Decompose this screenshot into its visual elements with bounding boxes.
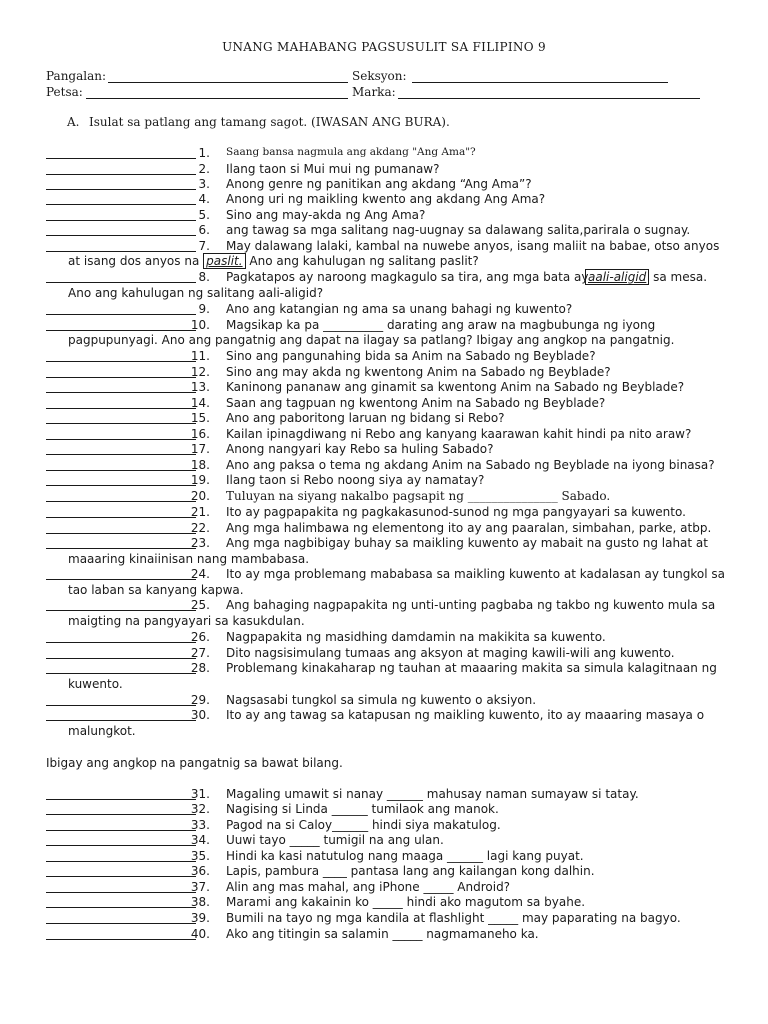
answer-blank[interactable] <box>46 314 196 315</box>
pangalan-label: Pangalan: <box>46 69 107 83</box>
q28-continuation: kuwento. <box>68 677 123 691</box>
answer-blank[interactable] <box>46 720 196 721</box>
question-text: Bumili na tayo ng mga kandila at flashlight _____ may paparating na bagyo. <box>226 911 681 925</box>
question-number: 1. <box>198 146 210 160</box>
question-text: Anong uri ng maikling kwento ang akdang Ang Ama? <box>226 192 546 206</box>
answer-blank[interactable] <box>46 158 196 159</box>
question-number: 38. <box>190 895 210 909</box>
section-letter: A. <box>67 115 80 129</box>
answer-blank[interactable] <box>46 485 196 486</box>
question-number: 23. <box>190 536 210 550</box>
question-number: 32. <box>190 802 210 816</box>
question-text: Ako ang titingin sa salamin _____ nagmamaneho ka. <box>226 927 539 941</box>
answer-blank[interactable] <box>46 876 196 877</box>
question-number: 34. <box>190 833 210 847</box>
question-text: Saang bansa nagmula ang akdang "Ang Ama"? <box>226 146 476 158</box>
question-text: Ito ay pagpapakita ng pagkakasunod-sunod ng mga pangyayari sa kuwento. <box>226 505 686 519</box>
question-text: Tuluyan na siyang nakalbo pagsapit ng _______________ Sabado. <box>226 489 611 503</box>
answer-blank[interactable] <box>46 533 196 534</box>
question-text: Nagpapakita ng masidhing damdamin na makikita sa kuwento. <box>226 630 606 644</box>
answer-blank[interactable] <box>46 610 196 611</box>
q8-trailing-text: sa mesa. <box>653 270 708 284</box>
question-text: May dalawang lalaki, kambal na nuwebe anyos, isang maliit na babae, otso anyos <box>226 239 720 253</box>
q23-continuation: maaaring kinaiinisan nang mambabasa. <box>68 552 310 566</box>
q7-highlight-word: paslit. <box>203 253 245 269</box>
question-number: 13. <box>190 380 210 394</box>
question-number: 15. <box>190 411 210 425</box>
question-number: 24. <box>190 567 210 581</box>
answer-blank[interactable] <box>46 330 196 331</box>
answer-blank[interactable] <box>46 439 196 440</box>
answer-blank[interactable] <box>46 673 196 674</box>
answer-blank[interactable] <box>46 235 196 236</box>
question-number: 28. <box>190 661 210 675</box>
q25-continuation: maigting na pangyayari sa kasukdulan. <box>68 614 305 628</box>
question-number: 36. <box>190 864 210 878</box>
q8-highlight-word: aali-aligid <box>585 269 649 285</box>
answer-blank[interactable] <box>46 861 196 862</box>
question-number: 37. <box>190 880 210 894</box>
question-number: 12. <box>190 365 210 379</box>
question-number: 22. <box>190 521 210 535</box>
answer-blank[interactable] <box>46 799 196 800</box>
marka-label: Marka: <box>352 85 396 99</box>
answer-blank[interactable] <box>46 204 196 205</box>
question-text: Pagod na si Caloy______ hindi siya makatulog. <box>226 818 501 832</box>
answer-blank[interactable] <box>46 189 196 190</box>
instruction-text: Isulat sa patlang ang tamang sagot. (IWASAN ANG BURA). <box>89 115 450 129</box>
answer-blank[interactable] <box>46 408 196 409</box>
answer-blank[interactable] <box>46 361 196 362</box>
answer-blank[interactable] <box>46 282 196 283</box>
question-number: 2. <box>198 162 210 176</box>
answer-blank[interactable] <box>46 814 196 815</box>
question-text: Problemang kinakaharap ng tauhan at maaaring makita sa simula kalagitnaan ng <box>226 661 717 675</box>
answer-blank[interactable] <box>46 220 196 221</box>
question-number: 30. <box>190 708 210 722</box>
question-text: Nagsasabi tungkol sa simula ng kuwento o aksiyon. <box>226 693 537 707</box>
question-number: 19. <box>190 473 210 487</box>
question-text: Ang mga nagbibigay buhay sa maikling kuwento ay mabait na gusto ng lahat at <box>226 536 708 550</box>
q8-suffix <box>585 270 707 284</box>
question-text: Ilang taon si Rebo noong siya ay namatay? <box>226 473 485 487</box>
seksyon-label: Seksyon: <box>352 69 407 83</box>
question-text: Ano ang paboritong laruan ng bidang si Rebo? <box>226 411 505 425</box>
exam-title: UNANG MAHABANG PAGSUSULIT SA FILIPINO 9 <box>222 40 546 54</box>
answer-blank[interactable] <box>46 845 196 846</box>
question-text: Ang mga halimbawa ng elementong ito ay ang paaralan, simbahan, parke, atbp. <box>226 521 712 535</box>
pangalan-field[interactable] <box>108 82 348 83</box>
question-number: 9. <box>198 302 210 316</box>
answer-blank[interactable] <box>46 548 196 549</box>
answer-blank[interactable] <box>46 939 196 940</box>
question-number: 40. <box>190 927 210 941</box>
answer-blank[interactable] <box>46 907 196 908</box>
answer-blank[interactable] <box>46 705 196 706</box>
question-text: Ang bahaging nagpapakita ng unti-unting pagbaba ng takbo ng kuwento mula sa <box>226 598 716 612</box>
question-text: Sino ang may-akda ng Ang Ama? <box>226 208 426 222</box>
question-number: 4. <box>198 192 210 206</box>
question-number: 11. <box>190 349 210 363</box>
question-text: Hindi ka kasi natutulog nang maaga ______ lagi kang puyat. <box>226 849 584 863</box>
question-text: Saan ang tagpuan ng kwentong Anim na Sabado ng Beyblade? <box>226 396 606 410</box>
question-text: Anong genre ng panitikan ang akdang “Ang Ama”? <box>226 177 532 191</box>
question-text: Pagkatapos ay naroong magkagulo sa tira, ang mga bata ay <box>226 270 589 284</box>
answer-blank[interactable] <box>46 517 196 518</box>
question-text: Ito ay mga problemang mababasa sa maikling kuwento at kadalasan ay tungkol sa <box>226 567 725 581</box>
question-number: 29. <box>190 693 210 707</box>
question-number: 20. <box>190 489 210 503</box>
question-text: Ito ay ang tawag sa katapusan ng maikling kuwento, ito ay maaaring masaya o <box>226 708 705 722</box>
instruction-a <box>67 115 450 129</box>
petsa-label: Petsa: <box>46 85 83 99</box>
answer-blank[interactable] <box>46 423 196 424</box>
answer-blank[interactable] <box>46 579 196 580</box>
answer-blank[interactable] <box>46 658 196 659</box>
question-number: 7. <box>198 239 210 253</box>
answer-blank[interactable] <box>46 923 196 924</box>
question-number: 6. <box>198 223 210 237</box>
answer-blank[interactable] <box>46 470 196 471</box>
answer-blank[interactable] <box>46 642 196 643</box>
question-text: Anong nangyari kay Rebo sa huling Sabado? <box>226 442 494 456</box>
q7-continuation <box>68 254 479 268</box>
answer-blank[interactable] <box>46 892 196 893</box>
question-number: 35. <box>190 849 210 863</box>
answer-blank[interactable] <box>46 377 196 378</box>
q10-continuation: pagpupunyagi. Ano ang pangatnig ang dapat na ilagay sa patlang? Ibigay ang angkop na pangatnig. <box>68 333 675 347</box>
question-number: 21. <box>190 505 210 519</box>
q7-continuation-text: at isang dos anyos na <box>68 254 200 268</box>
question-number: 3. <box>198 177 210 191</box>
question-number: 39. <box>190 911 210 925</box>
question-number: 16. <box>190 427 210 441</box>
question-number: 25. <box>190 598 210 612</box>
question-number: 17. <box>190 442 210 456</box>
question-text: Ano ang katangian ng ama sa unang bahagi ng kuwento? <box>226 302 573 316</box>
q8-continuation: Ano ang kahulugan ng salitang aali-aligid? <box>68 286 324 300</box>
question-number: 31. <box>190 787 210 801</box>
answer-blank[interactable] <box>46 392 196 393</box>
marka-field[interactable] <box>398 98 700 99</box>
question-text: Ilang taon si Mui mui ng pumanaw? <box>226 162 440 176</box>
question-text: Sino ang pangunahing bida sa Anim na Sabado ng Beyblade? <box>226 349 596 363</box>
question-number: 26. <box>190 630 210 644</box>
q7-question-text: Ano ang kahulugan ng salitang paslit? <box>249 254 479 268</box>
q24-continuation: tao laban sa kanyang kapwa. <box>68 583 244 597</box>
question-number: 8. <box>198 270 210 284</box>
answer-blank[interactable] <box>46 174 196 175</box>
question-text: Alin ang mas mahal, ang iPhone _____ Android? <box>226 880 511 894</box>
question-text: Uuwi tayo _____ tumigil na ang ulan. <box>226 833 444 847</box>
question-number: 33. <box>190 818 210 832</box>
petsa-field[interactable] <box>86 98 348 99</box>
seksyon-field[interactable] <box>412 82 668 83</box>
answer-blank[interactable] <box>46 454 196 455</box>
question-number: 18. <box>190 458 210 472</box>
question-number: 27. <box>190 646 210 660</box>
question-text: ang tawag sa mga salitang nag-uugnay sa dalawang salita,parirala o sugnay. <box>226 223 691 237</box>
answer-blank[interactable] <box>46 830 196 831</box>
question-text: Nagising si Linda ______ tumilaok ang manok. <box>226 802 499 816</box>
question-text: Magsikap ka pa __________ darating ang araw na magbubunga ng iyong <box>226 318 656 332</box>
question-text: Dito nagsisimulang tumaas ang aksyon at maging kawili-wili ang kuwento. <box>226 646 675 660</box>
question-text: Marami ang kakainin ko _____ hindi ako magutom sa byahe. <box>226 895 586 909</box>
question-text: Kaninong pananaw ang ginamit sa kwentong Anim na Sabado ng Beyblade? <box>226 380 685 394</box>
section-2-instruction: Ibigay ang angkop na pangatnig sa bawat bilang. <box>46 756 343 770</box>
question-text: Lapis, pambura ____ pantasa lang ang kailangan kong dalhin. <box>226 864 595 878</box>
question-text: Kailan ipinagdiwang ni Rebo ang kanyang kaarawan kahit hindi pa nito araw? <box>226 427 692 441</box>
question-text: Sino ang may akda ng kwentong Anim na Sabado ng Beyblade? <box>226 365 611 379</box>
question-number: 10. <box>190 318 210 332</box>
answer-blank[interactable] <box>46 251 196 252</box>
question-number: 14. <box>190 396 210 410</box>
question-text: Ano ang paksa o tema ng akdang Anim na Sabado ng Beyblade na iyong binasa? <box>226 458 715 472</box>
q30-continuation: malungkot. <box>68 724 136 738</box>
question-text: Magaling umawit si nanay ______ mahusay naman sumayaw si tatay. <box>226 787 639 801</box>
question-number: 5. <box>198 208 210 222</box>
answer-blank[interactable] <box>46 501 196 502</box>
